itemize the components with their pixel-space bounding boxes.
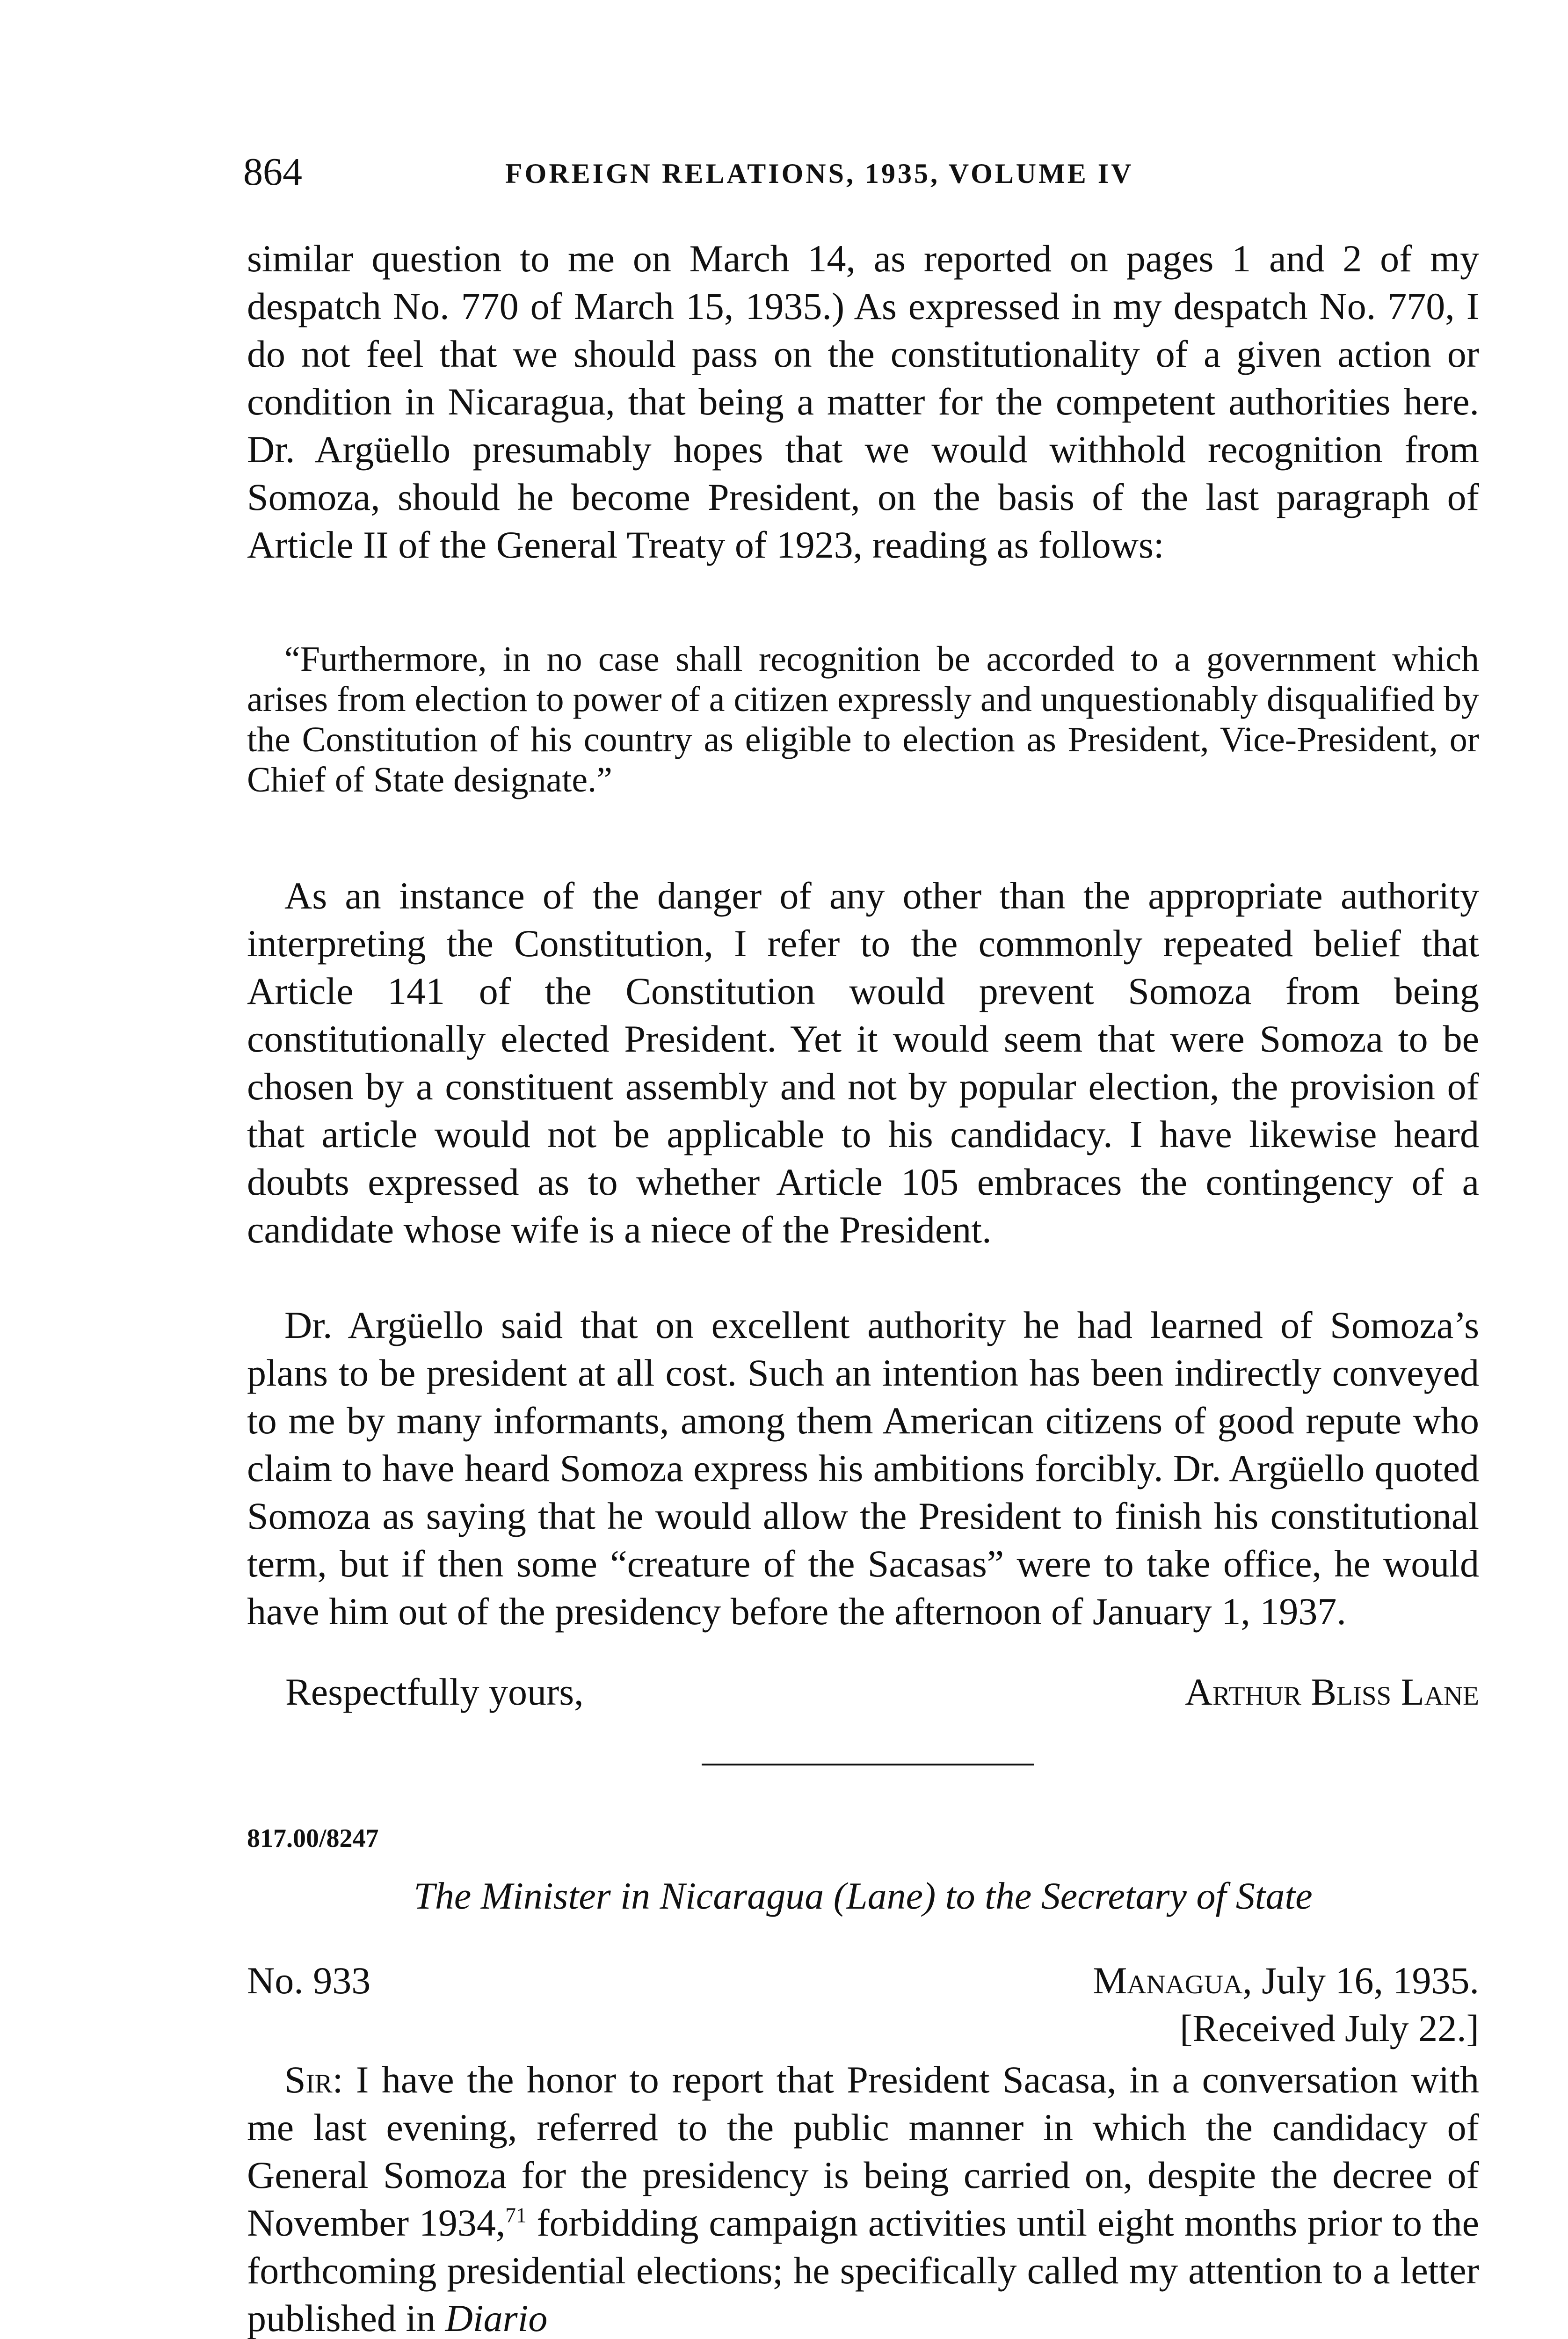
page-header	[243, 149, 1315, 200]
document-title: The Minister in Nicaragua (Lane) to the Secretary of State	[414, 1874, 1313, 1917]
footnote-reference: 71	[505, 2203, 527, 2227]
date: , July 16, 1935.	[1242, 1959, 1479, 2002]
paragraph-4-part-c: Diario	[445, 2297, 548, 2339]
paragraph-1	[247, 235, 1479, 569]
paragraph-4	[247, 2056, 1479, 2339]
salutation: Sir	[284, 2058, 333, 2101]
paragraph-3	[247, 1301, 1479, 1635]
file-number: 817.00/8247	[247, 1824, 379, 1853]
received-date: [Received July 22.]	[1180, 2007, 1479, 2049]
signature: Arthur Bliss Lane	[1184, 1671, 1479, 1713]
place: Managua	[1093, 1959, 1243, 2002]
paragraph-3-text: Dr. Argüello said that on excellent authority he had learned of Somoza’s plans to be president at all cost. Such an intention has been indirectly conveyed to me by many informants, among them American citizens of good repute who claim to have heard Somoza express his ambitions forcibly. Dr. Argüello quoted Somoza as saying that he would allow the President to finish his constitutional term, but if then some “creature of the Sacasas” were to take office, he would have him out of the presidency before the afternoon of January 1, 1937.	[247, 1304, 1479, 1633]
paragraph-2	[247, 872, 1479, 1254]
page-number: 864	[243, 150, 302, 194]
paragraph-4-part-a: : I have the honor to report that President Sacasa, in a conversation with me last evening, referred to the public manner in which the candidacy of General Somoza for the presidency is being carried on, despite the decree of November 1934,	[247, 2058, 1479, 2244]
paragraph-4-part-b: forbidding campaign activities until eight months prior to the forthcoming presidential elections; he specifically called my attention to a letter published in	[247, 2201, 1479, 2339]
treaty-quote: “Furthermore, in no case shall recognition be accorded to a government which arises from election to power of a citizen expressly and unquestionably disqualified by the Constitution of his country as eligible to election as President, Vice-President, or Chief of State designate.”	[247, 639, 1479, 799]
paragraph-1-text: similar question to me on March 14, as reported on pages 1 and 2 of my despatch No. 770 of March 15, 1935.) As expressed in my despatch No. 770, I do not feel that we should pass on the constitutionality of a given action or condition in Nicaragua, that being a matter for the competent authorities here. Dr. Argüello presumably hopes that we would withhold recognition from Somoza, should he become President, on the basis of the last paragraph of Article II of the General Treaty of 1923, reading as follows:	[247, 237, 1479, 566]
paragraph-4-text	[247, 2056, 1479, 2339]
dateline	[1093, 1957, 1479, 2005]
document-number: No. 933	[247, 1959, 371, 2002]
closing: Respectfully yours,	[285, 1671, 584, 1713]
section-divider	[702, 1764, 1034, 1765]
paragraph-2-text: As an instance of the danger of any other than the appropriate authority interpreting the Constitution, I refer to the commonly repeated belief that Article 141 of the Constitution would prevent Somoza from being constitutionally elected President. Yet it would seem that were Somoza to be chosen by a constituent assembly and not by popular election, the provision of that article would not be applicable to his candidacy. I have likewise heard doubts expressed as to whether Article 105 embraces the contingency of a candidate whose wife is a niece of the President.	[247, 874, 1479, 1251]
running-title: FOREIGN RELATIONS, 1935, VOLUME IV	[505, 158, 1134, 189]
